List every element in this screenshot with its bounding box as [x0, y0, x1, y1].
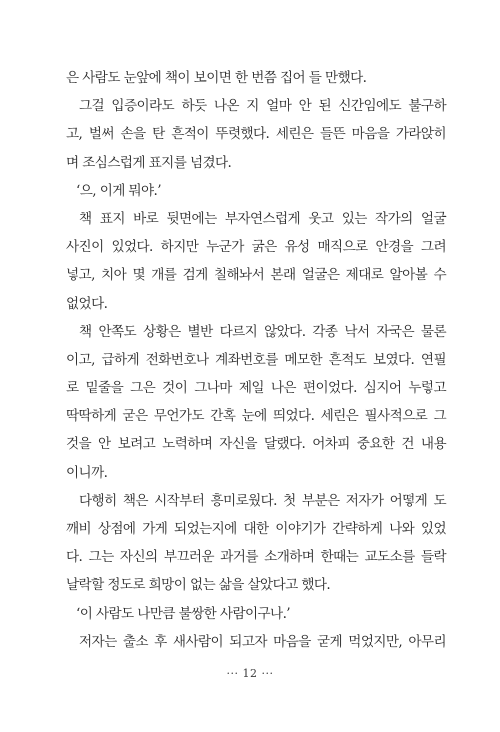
text-line: 다. 그는 자신의 부끄러운 과거를 소개하며 한때는 교도소를 들락 [66, 549, 446, 566]
text-line: 없었다. [66, 295, 108, 312]
text-line: 것을 안 보려고 노력하며 자신을 달랬다. 어차피 중요한 건 내용 [66, 436, 446, 453]
text-line: 은 사람도 눈앞에 책이 보이면 한 번쯤 집어 들 만했다. [66, 70, 367, 86]
text-line: 며 조심스럽게 표지를 넘겼다. [66, 154, 232, 171]
text-line: 로 밑줄을 그은 것이 그나마 제일 나은 편이었다. 심지어 누렇고 [66, 380, 446, 397]
text-line: 책 표지 바로 뒷면에는 부자연스럽게 웃고 있는 작가의 얼굴 [79, 210, 446, 227]
text-line: 책 안쪽도 상황은 별반 다르지 않았다. 각종 낙서 자국은 물론 [79, 323, 446, 340]
page-number: ··· 12 ··· [226, 667, 274, 680]
text-line: 다행히 책은 시작부터 흥미로웠다. 첫 부분은 저자가 어떻게 도 [79, 492, 446, 509]
text-line: 사진이 있었다. 하지만 누군가 굵은 유성 매직으로 안경을 그려 [66, 239, 446, 256]
text-line: 깨비 상점에 가게 되었는지에 대한 이야기가 간략하게 나와 있었 [66, 521, 446, 537]
text-line: 그걸 입증이라도 하듯 나온 지 얼마 안 된 신간임에도 불구하 [79, 98, 446, 115]
text-line: 날락할 정도로 희망이 없는 삶을 살았다고 했다. [66, 577, 331, 594]
text-line: 저자는 출소 후 새사람이 되고자 마음을 굳게 먹었지만, 아무리 [79, 633, 446, 650]
body-text [66, 64, 446, 656]
dialogue-line: ‘으, 이게 뭐야.’ [76, 182, 161, 199]
text-line: 이고, 급하게 전화번호나 계좌번호를 메모한 흔적도 보였다. 연필 [66, 351, 446, 368]
text-line: 딱딱하게 굳은 무언가도 간혹 눈에 띄었다. 세린은 필사적으로 그 [66, 408, 446, 425]
dialogue-line: ‘이 사람도 나만큼 불쌍한 사람이구나.’ [76, 605, 291, 622]
text-line: 고, 벌써 손을 탄 흔적이 뚜렷했다. 세린은 들뜬 마음을 가라앉히 [66, 126, 446, 143]
text-line: 이니까. [66, 464, 108, 481]
text-line: 넣고, 치아 몇 개를 검게 칠해놔서 본래 얼굴은 제대로 알아볼 수 [66, 267, 446, 284]
